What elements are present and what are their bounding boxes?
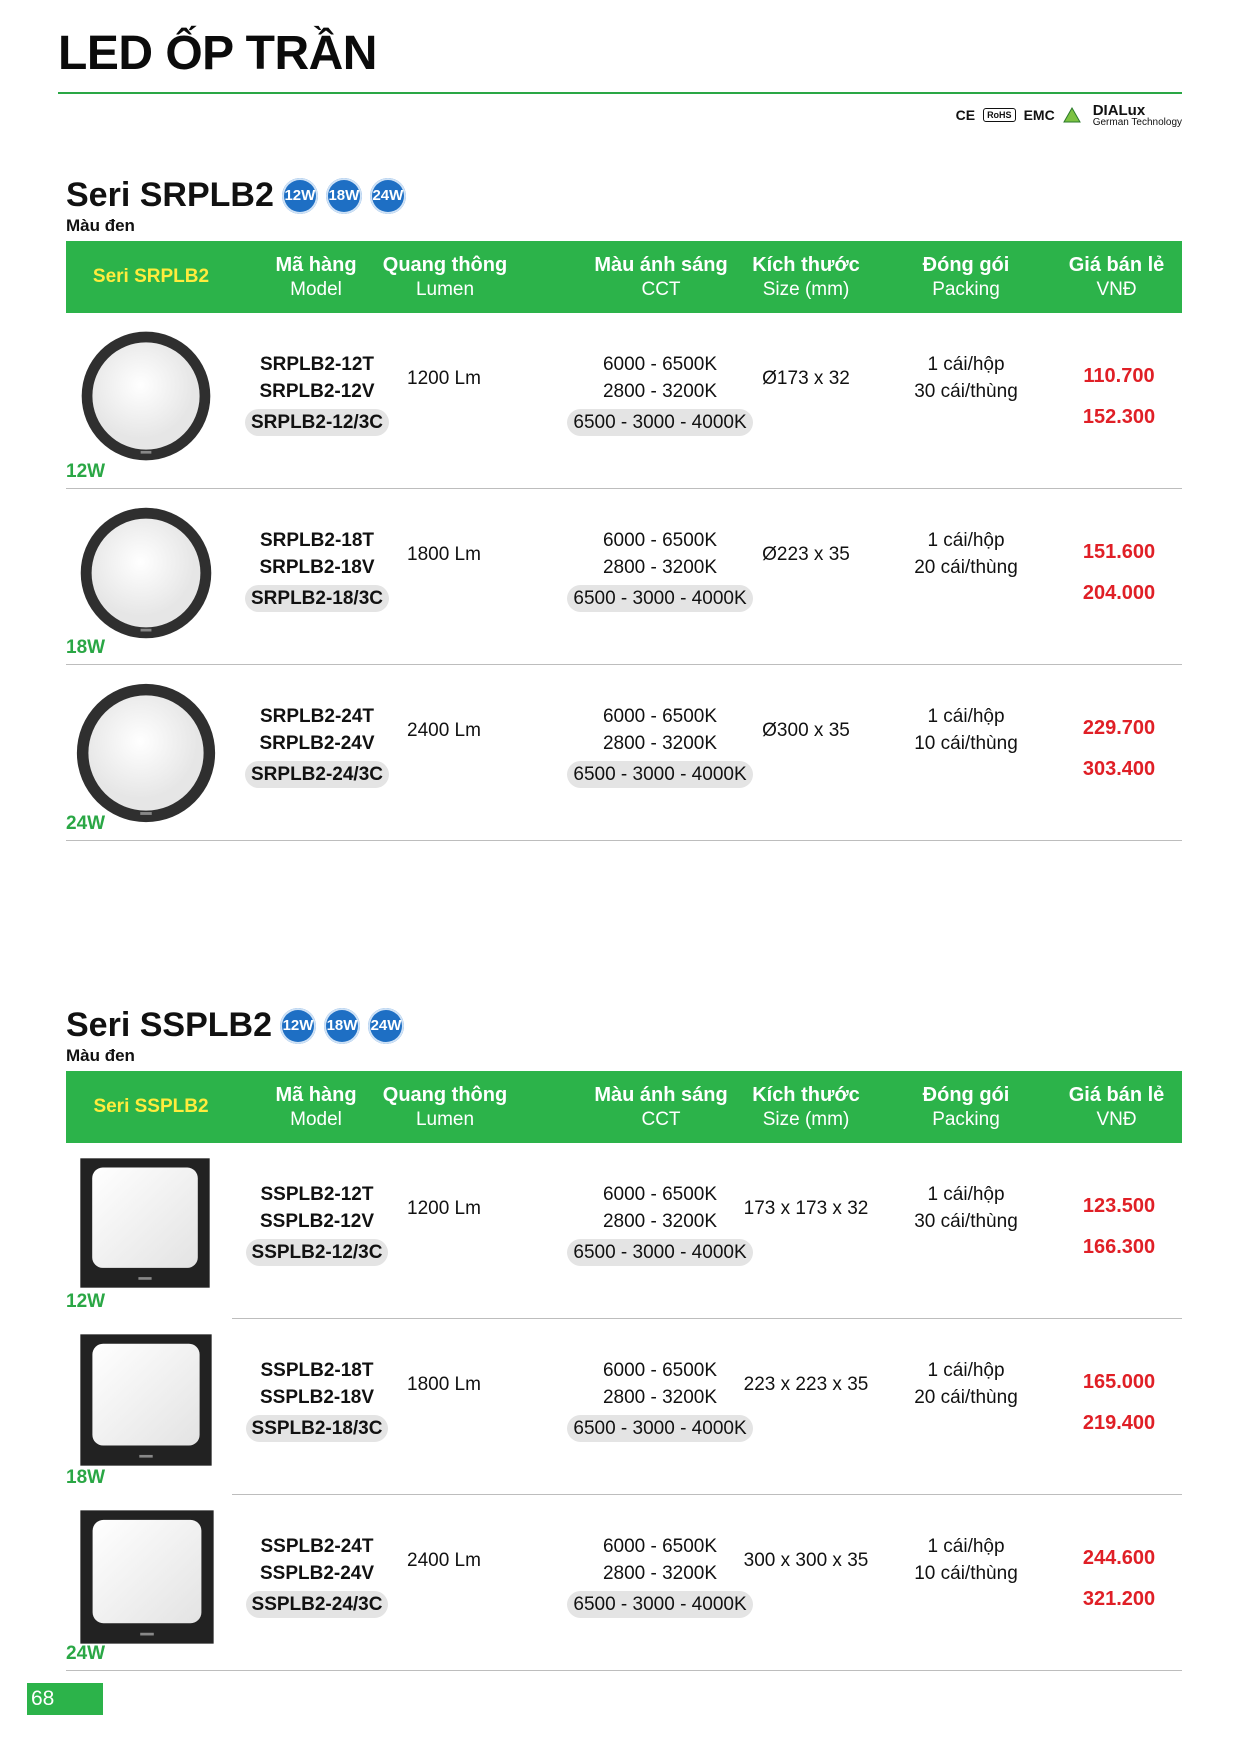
cct-values [492, 1533, 828, 1618]
cct-line-2: 2800 - 3200K [602, 557, 718, 578]
lumen-value: 2400 Lm [407, 1550, 481, 1571]
cct-3c-wrap [492, 1587, 828, 1618]
model-3c: SSPLB2-12/3C [246, 1239, 389, 1266]
model-t: SRPLB2-18T [259, 530, 375, 551]
price-3c: 219.400 [1082, 1412, 1156, 1434]
price-values [1056, 715, 1182, 783]
cct-values [492, 1357, 828, 1442]
table-row [66, 489, 1182, 665]
cct-3c: 6500 - 3000 - 4000K [567, 585, 752, 612]
model-3c-wrap [226, 1587, 408, 1618]
model-3c-wrap [226, 757, 408, 788]
wattage-label: 24W [66, 1643, 106, 1664]
header-cct-en: CCT [641, 1108, 681, 1130]
wattage-label: 18W [66, 637, 106, 658]
size-value: 300 x 300 x 35 [743, 1550, 869, 1571]
price-single-cct: 244.600 [1082, 1547, 1156, 1569]
cct-3c: 6500 - 3000 - 4000K [567, 1591, 752, 1618]
price-single-cct: 110.700 [1083, 365, 1155, 387]
model-codes [226, 1181, 408, 1266]
model-3c-wrap [226, 1235, 408, 1266]
table-header [66, 241, 1182, 313]
cct-3c-wrap [492, 1235, 828, 1266]
cct-line-2: 2800 - 3200K [602, 733, 718, 754]
model-3c: SRPLB2-18/3C [245, 585, 389, 612]
header-size-en: Size (mm) [762, 1108, 850, 1130]
model-3c: SSPLB2-24/3C [246, 1591, 389, 1618]
packing-line-1: 1 cái/hộp [927, 530, 1005, 551]
price-values [1056, 363, 1182, 431]
price-single-cct: 151.600 [1082, 541, 1156, 563]
dialux-name: DIALux [1092, 101, 1146, 119]
cct-3c-wrap [492, 1411, 828, 1442]
model-v: SSPLB2-18V [259, 1387, 375, 1408]
header-lumen-vi: Quang thông [382, 253, 508, 276]
model-v: SSPLB2-12V [259, 1211, 375, 1232]
header-price [1051, 241, 1182, 313]
packing-line-2: 30 cái/thùng [914, 1211, 1018, 1232]
packing-line-2: 20 cái/thùng [914, 1387, 1018, 1408]
series-heading [66, 1006, 404, 1045]
header-size [726, 1071, 886, 1143]
cct-3c: 6500 - 3000 - 4000K [567, 761, 752, 788]
product-image [79, 329, 213, 468]
price-3c: 204.000 [1082, 582, 1156, 604]
packing-line-1: 1 cái/hộp [927, 354, 1005, 375]
table-row [66, 1319, 1182, 1495]
packing-line-1: 1 cái/hộp [927, 1536, 1005, 1557]
certification-logos [956, 100, 1182, 130]
header-packing-vi: Đóng gói [922, 253, 1010, 276]
header-series-label: Seri SRPLB2 [92, 265, 210, 287]
triangle-icon [1063, 107, 1081, 123]
watt-badge: 24W [370, 178, 406, 214]
header-model-en: Model [290, 1108, 342, 1130]
wattage-label: 12W [66, 461, 106, 482]
header-series-label: Seri SSPLB2 [93, 1095, 209, 1117]
packing-line-1: 1 cái/hộp [927, 1184, 1005, 1205]
cct-3c-wrap [492, 405, 828, 436]
header-lumen-en: Lumen [415, 1108, 475, 1130]
size-value: Ø223 x 35 [762, 544, 850, 565]
table-row [66, 1495, 1182, 1671]
model-v: SRPLB2-12V [259, 381, 375, 402]
packing-values [886, 703, 1046, 757]
packing-values [886, 351, 1046, 405]
model-3c: SRPLB2-12/3C [245, 409, 389, 436]
header-packing [886, 241, 1046, 313]
size-value: 173 x 173 x 32 [743, 1198, 869, 1219]
model-3c-wrap [226, 405, 408, 436]
cct-line-2: 2800 - 3200K [602, 1211, 718, 1232]
series-title: Seri SSPLB2 [66, 1006, 272, 1044]
header-packing-en: Packing [932, 278, 1000, 300]
table-row [66, 665, 1182, 841]
cct-values [492, 703, 828, 788]
model-v: SRPLB2-24V [259, 733, 375, 754]
model-codes [226, 703, 408, 788]
model-codes [226, 1533, 408, 1618]
header-packing [886, 1071, 1046, 1143]
size-value: Ø173 x 32 [762, 368, 850, 389]
table-row [66, 1143, 1182, 1319]
header-lumen-vi: Quang thông [382, 1083, 508, 1106]
table-header [66, 1071, 1182, 1143]
model-3c-wrap [226, 581, 408, 612]
price-values [1056, 1545, 1182, 1613]
color-note: Màu đen [66, 216, 135, 235]
series-heading [66, 176, 406, 215]
header-price-en: VNĐ [1096, 278, 1137, 300]
price-single-cct: 165.000 [1082, 1371, 1156, 1393]
title-divider [58, 92, 1182, 94]
model-v: SRPLB2-18V [259, 557, 375, 578]
page-number: 68 [27, 1683, 103, 1715]
lumen-value: 2400 Lm [407, 720, 481, 741]
packing-line-1: 1 cái/hộp [927, 1360, 1005, 1381]
packing-line-1: 1 cái/hộp [927, 706, 1005, 727]
header-series-cell [66, 1071, 236, 1143]
product-image [79, 1333, 213, 1472]
model-codes [226, 351, 408, 436]
price-values [1056, 539, 1182, 607]
model-t: SRPLB2-24T [259, 706, 375, 727]
price-values [1056, 1193, 1182, 1261]
dialux-logo [1093, 103, 1182, 128]
page-title: LED ỐP TRẦN [58, 27, 377, 80]
cct-line-1: 6000 - 6500K [602, 530, 718, 551]
ce-mark: CE [955, 107, 976, 123]
watt-badge: 18W [326, 178, 362, 214]
header-size-vi: Kích thước [752, 1083, 860, 1106]
packing-values [886, 1357, 1046, 1411]
model-v: SSPLB2-24V [259, 1563, 375, 1584]
cct-values [492, 527, 828, 612]
header-cct-vi: Màu ánh sáng [594, 1083, 728, 1106]
header-packing-vi: Đóng gói [922, 1083, 1010, 1106]
header-series-cell [66, 241, 236, 313]
model-3c: SSPLB2-18/3C [246, 1415, 389, 1442]
header-price-vi: Giá bán lẻ [1068, 1083, 1165, 1106]
product-image [78, 505, 214, 646]
header-model-en: Model [290, 278, 342, 300]
price-3c: 152.300 [1082, 406, 1156, 428]
color-note: Màu đen [66, 1046, 135, 1065]
emc-mark: EMC [1023, 107, 1055, 123]
watt-badge: 24W [368, 1008, 404, 1044]
price-3c: 321.200 [1082, 1588, 1156, 1610]
cct-line-2: 2800 - 3200K [602, 381, 718, 402]
product-image [79, 1157, 211, 1294]
watt-badge: 12W [282, 178, 318, 214]
wattage-label: 24W [66, 813, 106, 834]
dialux-subtitle: German Technology [1092, 116, 1182, 128]
header-packing-en: Packing [932, 1108, 1000, 1130]
price-3c: 303.400 [1082, 758, 1156, 780]
price-single-cct: 229.700 [1082, 717, 1156, 739]
model-codes [226, 527, 408, 612]
header-lumen-en: Lumen [415, 278, 475, 300]
lumen-value: 1200 Lm [407, 368, 481, 389]
cct-3c-wrap [492, 581, 828, 612]
header-model-vi: Mã hàng [275, 1083, 357, 1106]
header-cct-en: CCT [641, 278, 681, 300]
packing-values [886, 527, 1046, 581]
size-value: 223 x 223 x 35 [743, 1374, 869, 1395]
product-image [74, 681, 218, 830]
cct-line-1: 6000 - 6500K [602, 1360, 718, 1381]
table-row [66, 313, 1182, 489]
model-t: SSPLB2-24T [260, 1536, 374, 1557]
cct-3c: 6500 - 3000 - 4000K [567, 1415, 752, 1442]
header-size-vi: Kích thước [752, 253, 860, 276]
model-3c-wrap [226, 1411, 408, 1442]
packing-values [886, 1533, 1046, 1587]
packing-line-2: 30 cái/thùng [914, 381, 1018, 402]
price-single-cct: 123.500 [1082, 1195, 1156, 1217]
row-divider [66, 1670, 1182, 1671]
cct-3c: 6500 - 3000 - 4000K [567, 1239, 752, 1266]
price-values [1056, 1369, 1182, 1437]
watt-badge: 18W [324, 1008, 360, 1044]
lumen-value: 1800 Lm [407, 1374, 481, 1395]
cct-values [492, 1181, 828, 1266]
size-value: Ø300 x 35 [762, 720, 850, 741]
cct-line-1: 6000 - 6500K [602, 706, 718, 727]
cct-values [492, 351, 828, 436]
header-size [726, 241, 886, 313]
watt-badge: 12W [280, 1008, 316, 1044]
cct-3c-wrap [492, 757, 828, 788]
header-model-vi: Mã hàng [275, 253, 357, 276]
cct-line-1: 6000 - 6500K [602, 1184, 718, 1205]
packing-line-2: 20 cái/thùng [914, 557, 1018, 578]
model-3c: SRPLB2-24/3C [245, 761, 389, 788]
cct-line-1: 6000 - 6500K [602, 354, 718, 375]
lumen-value: 1200 Lm [407, 1198, 481, 1219]
cct-line-2: 2800 - 3200K [602, 1387, 718, 1408]
header-cct-vi: Màu ánh sáng [594, 253, 728, 276]
model-codes [226, 1357, 408, 1442]
header-size-en: Size (mm) [762, 278, 850, 300]
cct-line-2: 2800 - 3200K [602, 1563, 718, 1584]
model-t: SRPLB2-12T [259, 354, 375, 375]
packing-line-2: 10 cái/thùng [914, 1563, 1018, 1584]
wattage-label: 12W [66, 1291, 106, 1312]
packing-line-2: 10 cái/thùng [914, 733, 1018, 754]
header-price-en: VNĐ [1096, 1108, 1137, 1130]
packing-values [886, 1181, 1046, 1235]
price-3c: 166.300 [1082, 1236, 1156, 1258]
series-title: Seri SRPLB2 [66, 176, 274, 214]
lumen-value: 1800 Lm [407, 544, 481, 565]
cct-3c: 6500 - 3000 - 4000K [567, 409, 752, 436]
wattage-label: 18W [66, 1467, 106, 1488]
model-t: SSPLB2-18T [260, 1360, 374, 1381]
cct-line-1: 6000 - 6500K [602, 1536, 718, 1557]
rohs-mark: RoHS [983, 108, 1016, 122]
model-t: SSPLB2-12T [260, 1184, 374, 1205]
header-price-vi: Giá bán lẻ [1068, 253, 1165, 276]
product-image [79, 1509, 215, 1650]
header-price [1051, 1071, 1182, 1143]
row-divider [66, 840, 1182, 841]
